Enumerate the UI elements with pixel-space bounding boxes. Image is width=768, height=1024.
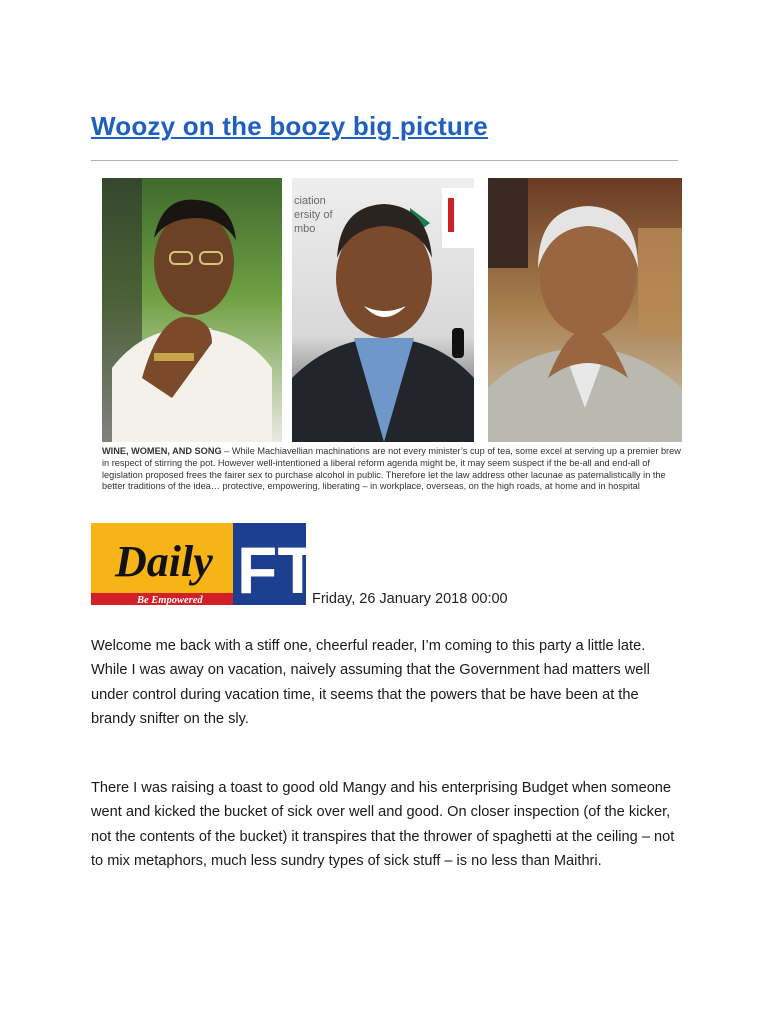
logo-ft-text: FT (237, 533, 318, 607)
photo-caption (102, 446, 682, 493)
portrait-left-illustration (102, 178, 282, 442)
caption-lead: WINE, WOMEN, AND SONG (102, 446, 222, 456)
photo-background-sign-text: ciation (294, 195, 326, 207)
daily-ft-logo (91, 523, 318, 607)
daily-ft-logo-mark (91, 523, 318, 607)
caption-body: – While Machiavellian machinations are not every minister’s cup of tea, some excel at serving up a premier brew in respect of stirring the pot. However well-intentioned a liberal reform agenda might be, it may seem suspect if the be-all and end-all of legislation proposed frees the fairer sex to purchase alcohol in public. Therefore let the law address other lacunae as paternalistically in the better traditions of the idea… protective, empowering, liberating – in workplace, overseas, on the high roads, at home and in hospital (102, 446, 681, 492)
photo-collage (102, 178, 682, 442)
photo-background-sign-text: mbo (294, 223, 316, 235)
photo-middle (292, 178, 474, 442)
logo-tagline: Be Empowered (137, 595, 203, 606)
article-paragraph-2: There I was raising a toast to good old Mangy and his enterprising Budget when someone went and kicked the bucket of sick over well and good. On closer inspection (of the kicker, not the contents of the bucket) it transpires that the thrower of spaghetti at the ceiling – not to mix metaphors, much less sundry types of sick stuff – is no less than Maithri. (91, 780, 675, 869)
article-title[interactable]: Woozy on the boozy big picture (91, 111, 488, 142)
article-paragraph-1: Welcome me back with a stiff one, cheerful reader, I’m coming to this party a little late. While I was away on vacation, naively assuming that the Government had matters well under control during vacation time, it seems that the powers that be have been at the brandy snifter on the sly. (91, 638, 650, 727)
photo-right (488, 178, 682, 442)
portrait-right-illustration (488, 178, 682, 442)
logo-daily-text: Daily (115, 537, 213, 586)
photo-background-sign-text: ersity of (294, 209, 333, 221)
photo-left (102, 178, 282, 442)
title-divider (91, 160, 678, 161)
article-dateline: Friday, 26 January 2018 00:00 (312, 591, 508, 607)
portrait-middle-illustration (292, 178, 474, 442)
